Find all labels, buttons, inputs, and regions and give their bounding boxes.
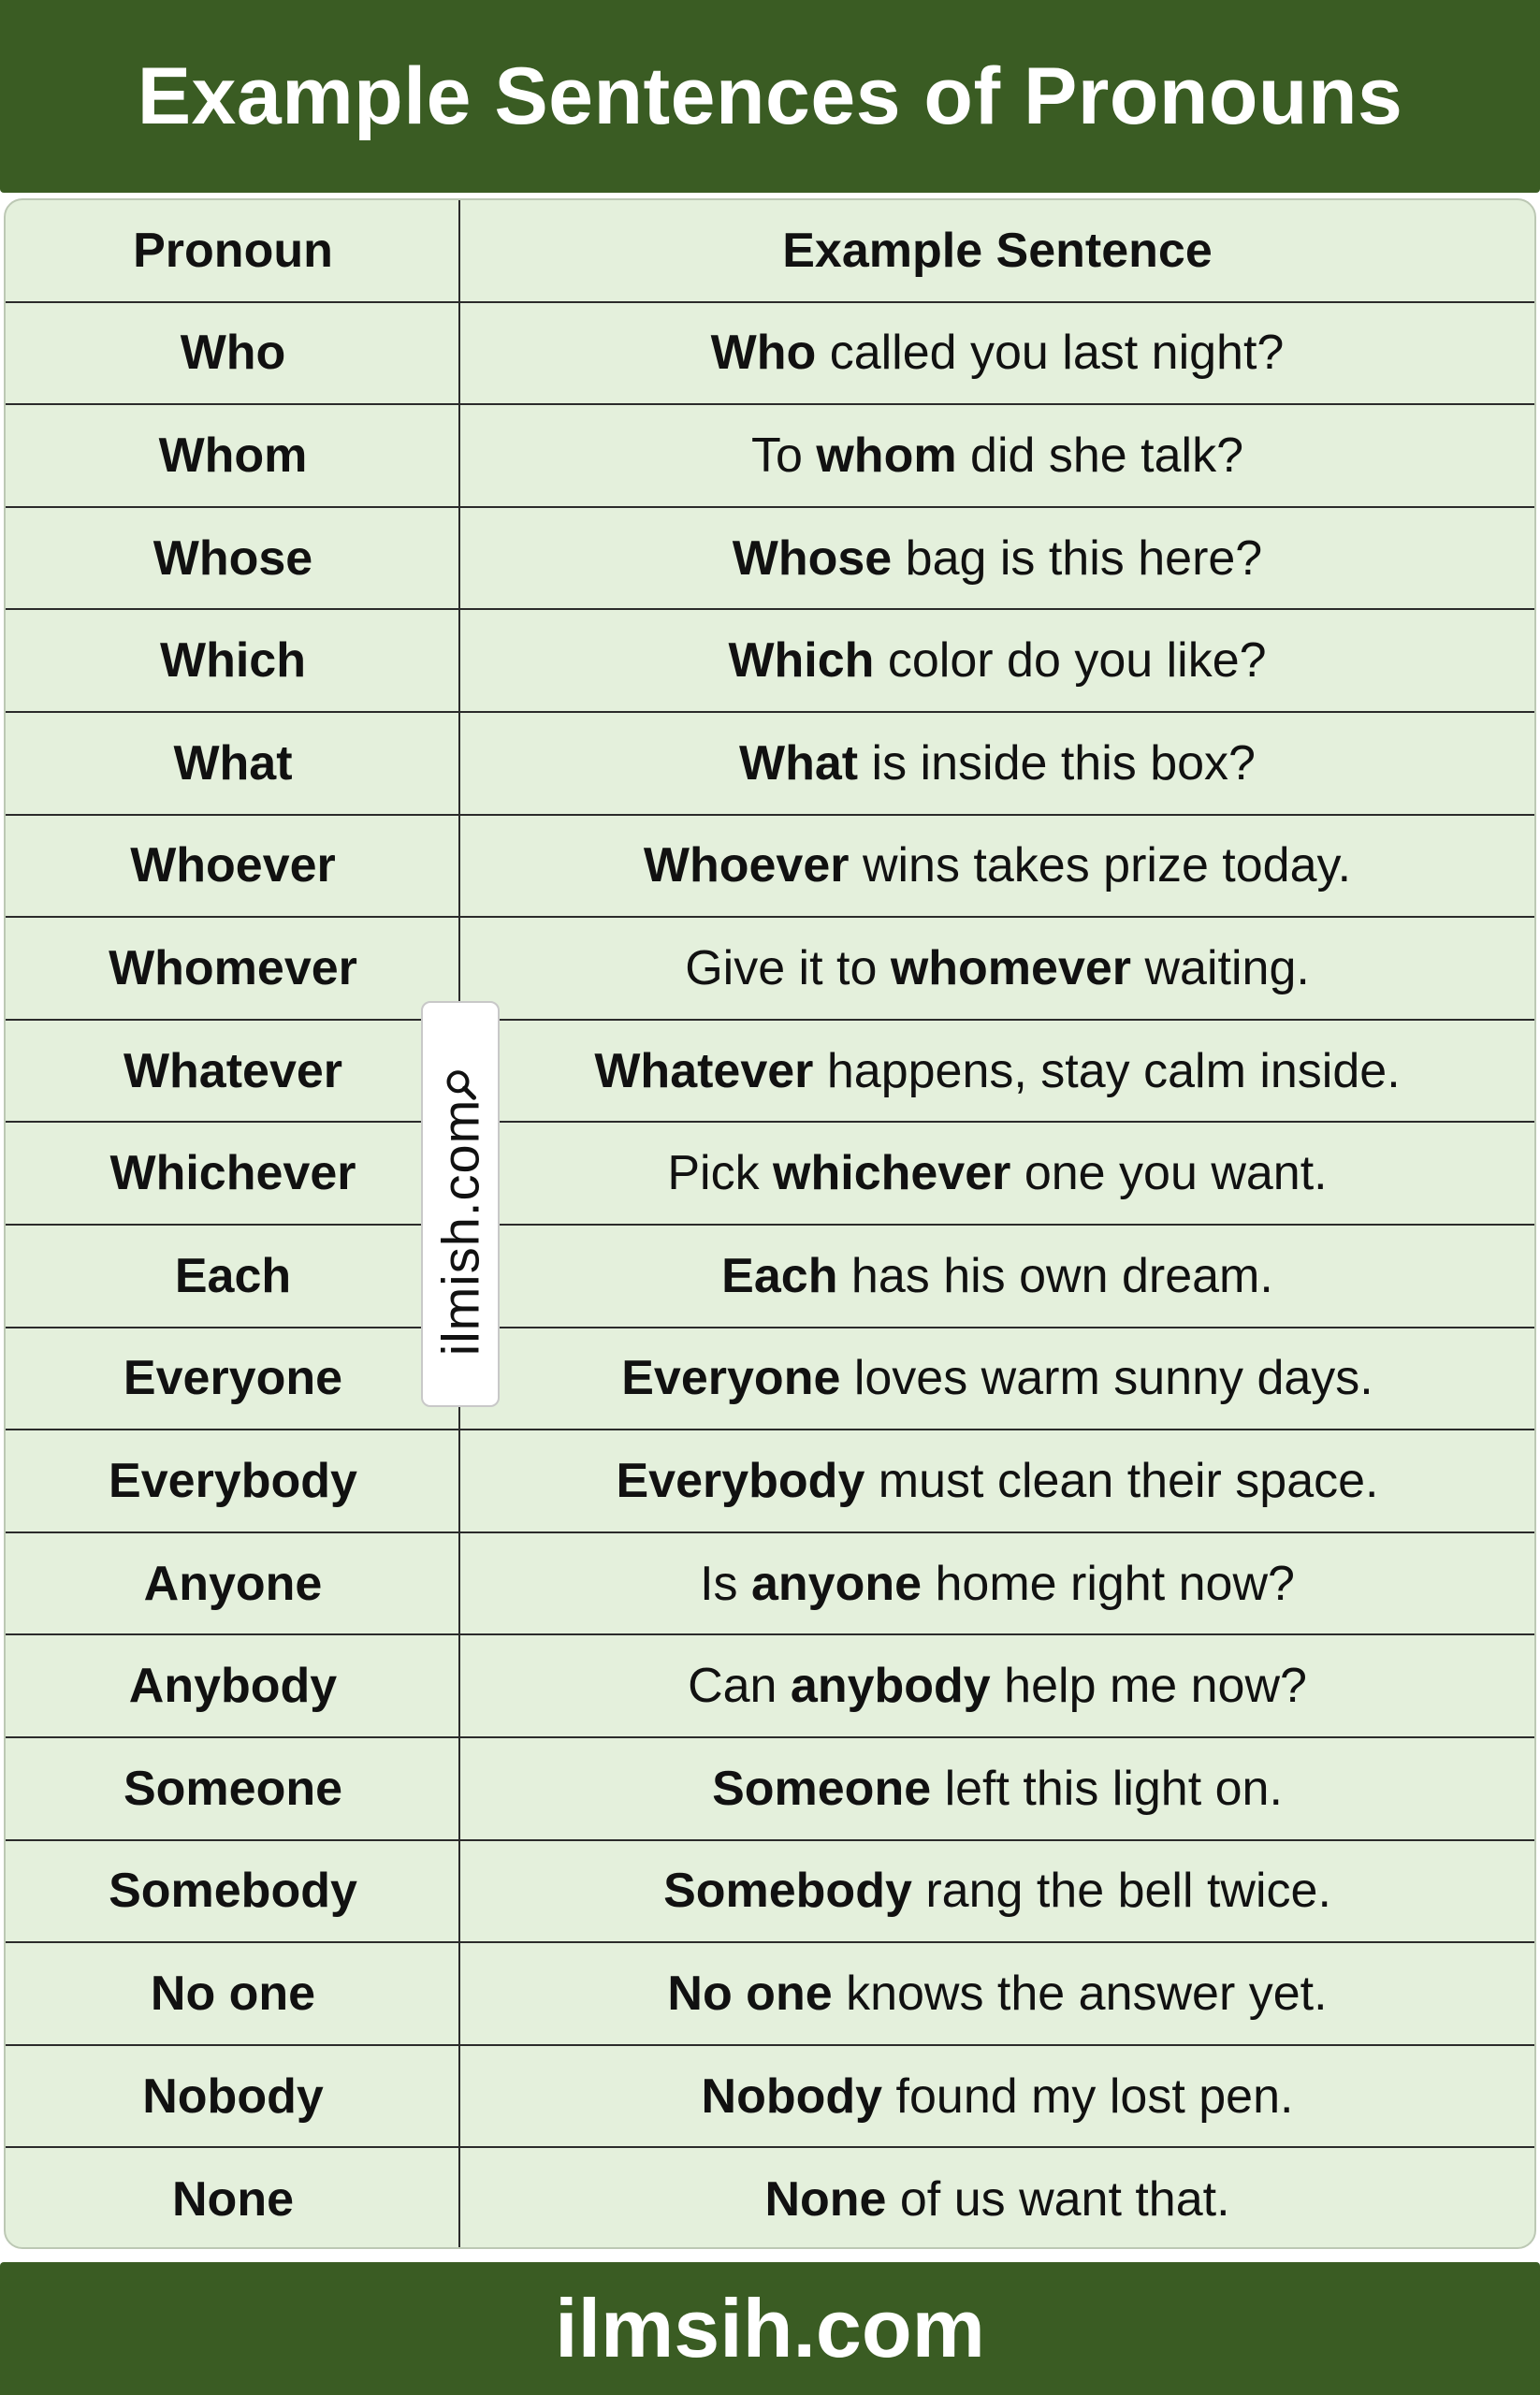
pronoun-cell: Each <box>174 1248 292 1303</box>
sentence-text-after: knows the answer yet. <box>832 1966 1328 2021</box>
example-sentence-cell <box>460 1430 1534 1531</box>
table-header-row <box>6 200 1534 303</box>
search-icon <box>443 1052 477 1086</box>
sentence-pronoun-bold: What <box>739 735 859 791</box>
watermark <box>430 1052 491 1356</box>
sentence-text-before: To <box>750 428 817 483</box>
sentence-pronoun-bold: anyone <box>750 1556 923 1611</box>
footer-site-name: ilmsih.com <box>555 2282 985 2374</box>
example-sentence-cell <box>460 1533 1534 1634</box>
example-sentence-cell <box>460 1328 1534 1430</box>
pronoun-table <box>4 198 1536 2249</box>
sentence-text-before: Pick <box>667 1146 774 1201</box>
sentence-text-before: Can <box>688 1659 791 1714</box>
table-row <box>6 1943 1534 2046</box>
example-sentence-cell <box>460 405 1534 506</box>
sentence-text-after: of us want that. <box>886 2172 1230 2228</box>
example-sentence-cell <box>460 508 1534 609</box>
sentence-text-after: home right now? <box>922 1556 1295 1611</box>
sentence-pronoun-bold: Nobody <box>701 2068 883 2124</box>
table-row <box>6 508 1534 611</box>
watermark-label: ilmish.com <box>430 1098 490 1357</box>
sentence-pronoun-bold: Whose <box>732 530 893 586</box>
pronoun-cell: Who <box>180 326 286 381</box>
example-sentence-cell <box>460 1943 1534 2044</box>
footer-banner <box>0 2262 1540 2395</box>
example-sentence-cell <box>460 303 1534 404</box>
example-sentence-cell <box>460 1226 1534 1327</box>
pronoun-cell: Everybody <box>109 1453 357 1508</box>
pronoun-cell: Somebody <box>109 1864 357 1919</box>
table-row <box>6 918 1534 1021</box>
table-row <box>6 1841 1534 1944</box>
example-sentence-cell <box>460 816 1534 917</box>
example-sentence-cell <box>460 2148 1534 2249</box>
pronoun-cell: Nobody <box>142 2068 324 2124</box>
table-body <box>6 200 1534 2247</box>
sentence-text-after: happens, stay calm inside. <box>813 1043 1401 1098</box>
pronoun-cell: Whichever <box>109 1146 356 1201</box>
table-row <box>6 303 1534 406</box>
table-row <box>6 1021 1534 1124</box>
pronoun-cell: No one <box>150 1966 316 2021</box>
example-sentence-cell <box>460 610 1534 711</box>
example-sentence-cell <box>460 2046 1534 2147</box>
pronoun-cell: What <box>173 735 293 791</box>
sentence-pronoun-bold: whom <box>816 428 957 483</box>
sentence-text-after: did she talk? <box>956 428 1243 483</box>
table-row <box>6 1226 1534 1328</box>
sentence-text-after: loves warm sunny days. <box>840 1351 1373 1406</box>
pronoun-cell: Which <box>160 633 306 689</box>
pronoun-cell: Anyone <box>143 1556 323 1611</box>
pronoun-cell: Whomever <box>109 940 357 995</box>
sentence-pronoun-bold: Everyone <box>621 1351 841 1406</box>
sentence-text-after: bag is this here? <box>892 530 1263 586</box>
sentence-pronoun-bold: None <box>764 2172 887 2228</box>
table-row <box>6 1635 1534 1738</box>
sentence-text-after: called you last night? <box>816 326 1285 381</box>
table-row <box>6 2148 1534 2249</box>
example-sentence-cell <box>460 1635 1534 1736</box>
sentence-text-after: one you want. <box>1010 1146 1328 1201</box>
table-row <box>6 405 1534 508</box>
sentence-pronoun-bold: Somebody <box>663 1864 912 1919</box>
sentence-text-after: waiting. <box>1131 940 1310 995</box>
title-banner <box>0 0 1540 193</box>
pronoun-cell: Someone <box>123 1761 343 1816</box>
table-row <box>6 1738 1534 1841</box>
sentence-pronoun-bold: Everybody <box>616 1453 865 1508</box>
pronoun-cell: Whose <box>153 530 313 586</box>
table-row <box>6 610 1534 713</box>
example-sentence-cell <box>460 918 1534 1019</box>
pronoun-cell: Whom <box>158 428 308 483</box>
example-sentence-cell <box>460 1021 1534 1122</box>
sentence-pronoun-bold: Who <box>710 326 817 381</box>
column-header-example-sentence: Example Sentence <box>782 223 1213 278</box>
watermark-badge <box>421 1001 500 1407</box>
table-row <box>6 713 1534 816</box>
sentence-pronoun-bold: Whoever <box>643 838 850 893</box>
table-row <box>6 2046 1534 2149</box>
sentence-pronoun-bold: Which <box>728 633 875 689</box>
sentence-text-after: must clean their space. <box>864 1453 1379 1508</box>
example-sentence-cell <box>460 1123 1534 1224</box>
sentence-text-after: is inside this box? <box>858 735 1256 791</box>
sentence-text-before: Is <box>700 1556 751 1611</box>
pronoun-cell: Whatever <box>123 1043 343 1098</box>
sentence-text-after: wins takes prize today. <box>849 838 1352 893</box>
sentence-pronoun-bold: whichever <box>773 1146 1011 1201</box>
table-row <box>6 816 1534 919</box>
table-row <box>6 1533 1534 1636</box>
sentence-text-after: color do you like? <box>874 633 1267 689</box>
sentence-text-before: Give it to <box>685 940 891 995</box>
pronoun-cell: None <box>172 2172 294 2228</box>
sentence-text-after: left this light on. <box>931 1761 1283 1816</box>
pronoun-cell: Whoever <box>130 838 336 893</box>
table-row <box>6 1430 1534 1533</box>
table-row <box>6 1123 1534 1226</box>
example-sentence-cell <box>460 713 1534 814</box>
sentence-text-after: rang the bell twice. <box>911 1864 1331 1919</box>
sentence-pronoun-bold: Whatever <box>594 1043 814 1098</box>
pronoun-cell: Everyone <box>123 1351 343 1406</box>
sentence-pronoun-bold: No one <box>667 1966 833 2021</box>
sentence-pronoun-bold: anybody <box>790 1659 991 1714</box>
page-title: Example Sentences of Pronouns <box>137 51 1403 141</box>
column-header-pronoun: Pronoun <box>133 223 333 278</box>
example-sentence-cell <box>460 1841 1534 1942</box>
pronoun-cell: Anybody <box>128 1659 338 1714</box>
sentence-text-after: has his own dream. <box>837 1248 1273 1303</box>
sentence-text-after: found my lost pen. <box>882 2068 1294 2124</box>
sentence-pronoun-bold: whomever <box>890 940 1132 995</box>
example-sentence-cell <box>460 1738 1534 1839</box>
sentence-pronoun-bold: Someone <box>712 1761 932 1816</box>
sentence-pronoun-bold: Each <box>721 1248 838 1303</box>
table-row <box>6 1328 1534 1431</box>
sentence-text-after: help me now? <box>990 1659 1307 1714</box>
